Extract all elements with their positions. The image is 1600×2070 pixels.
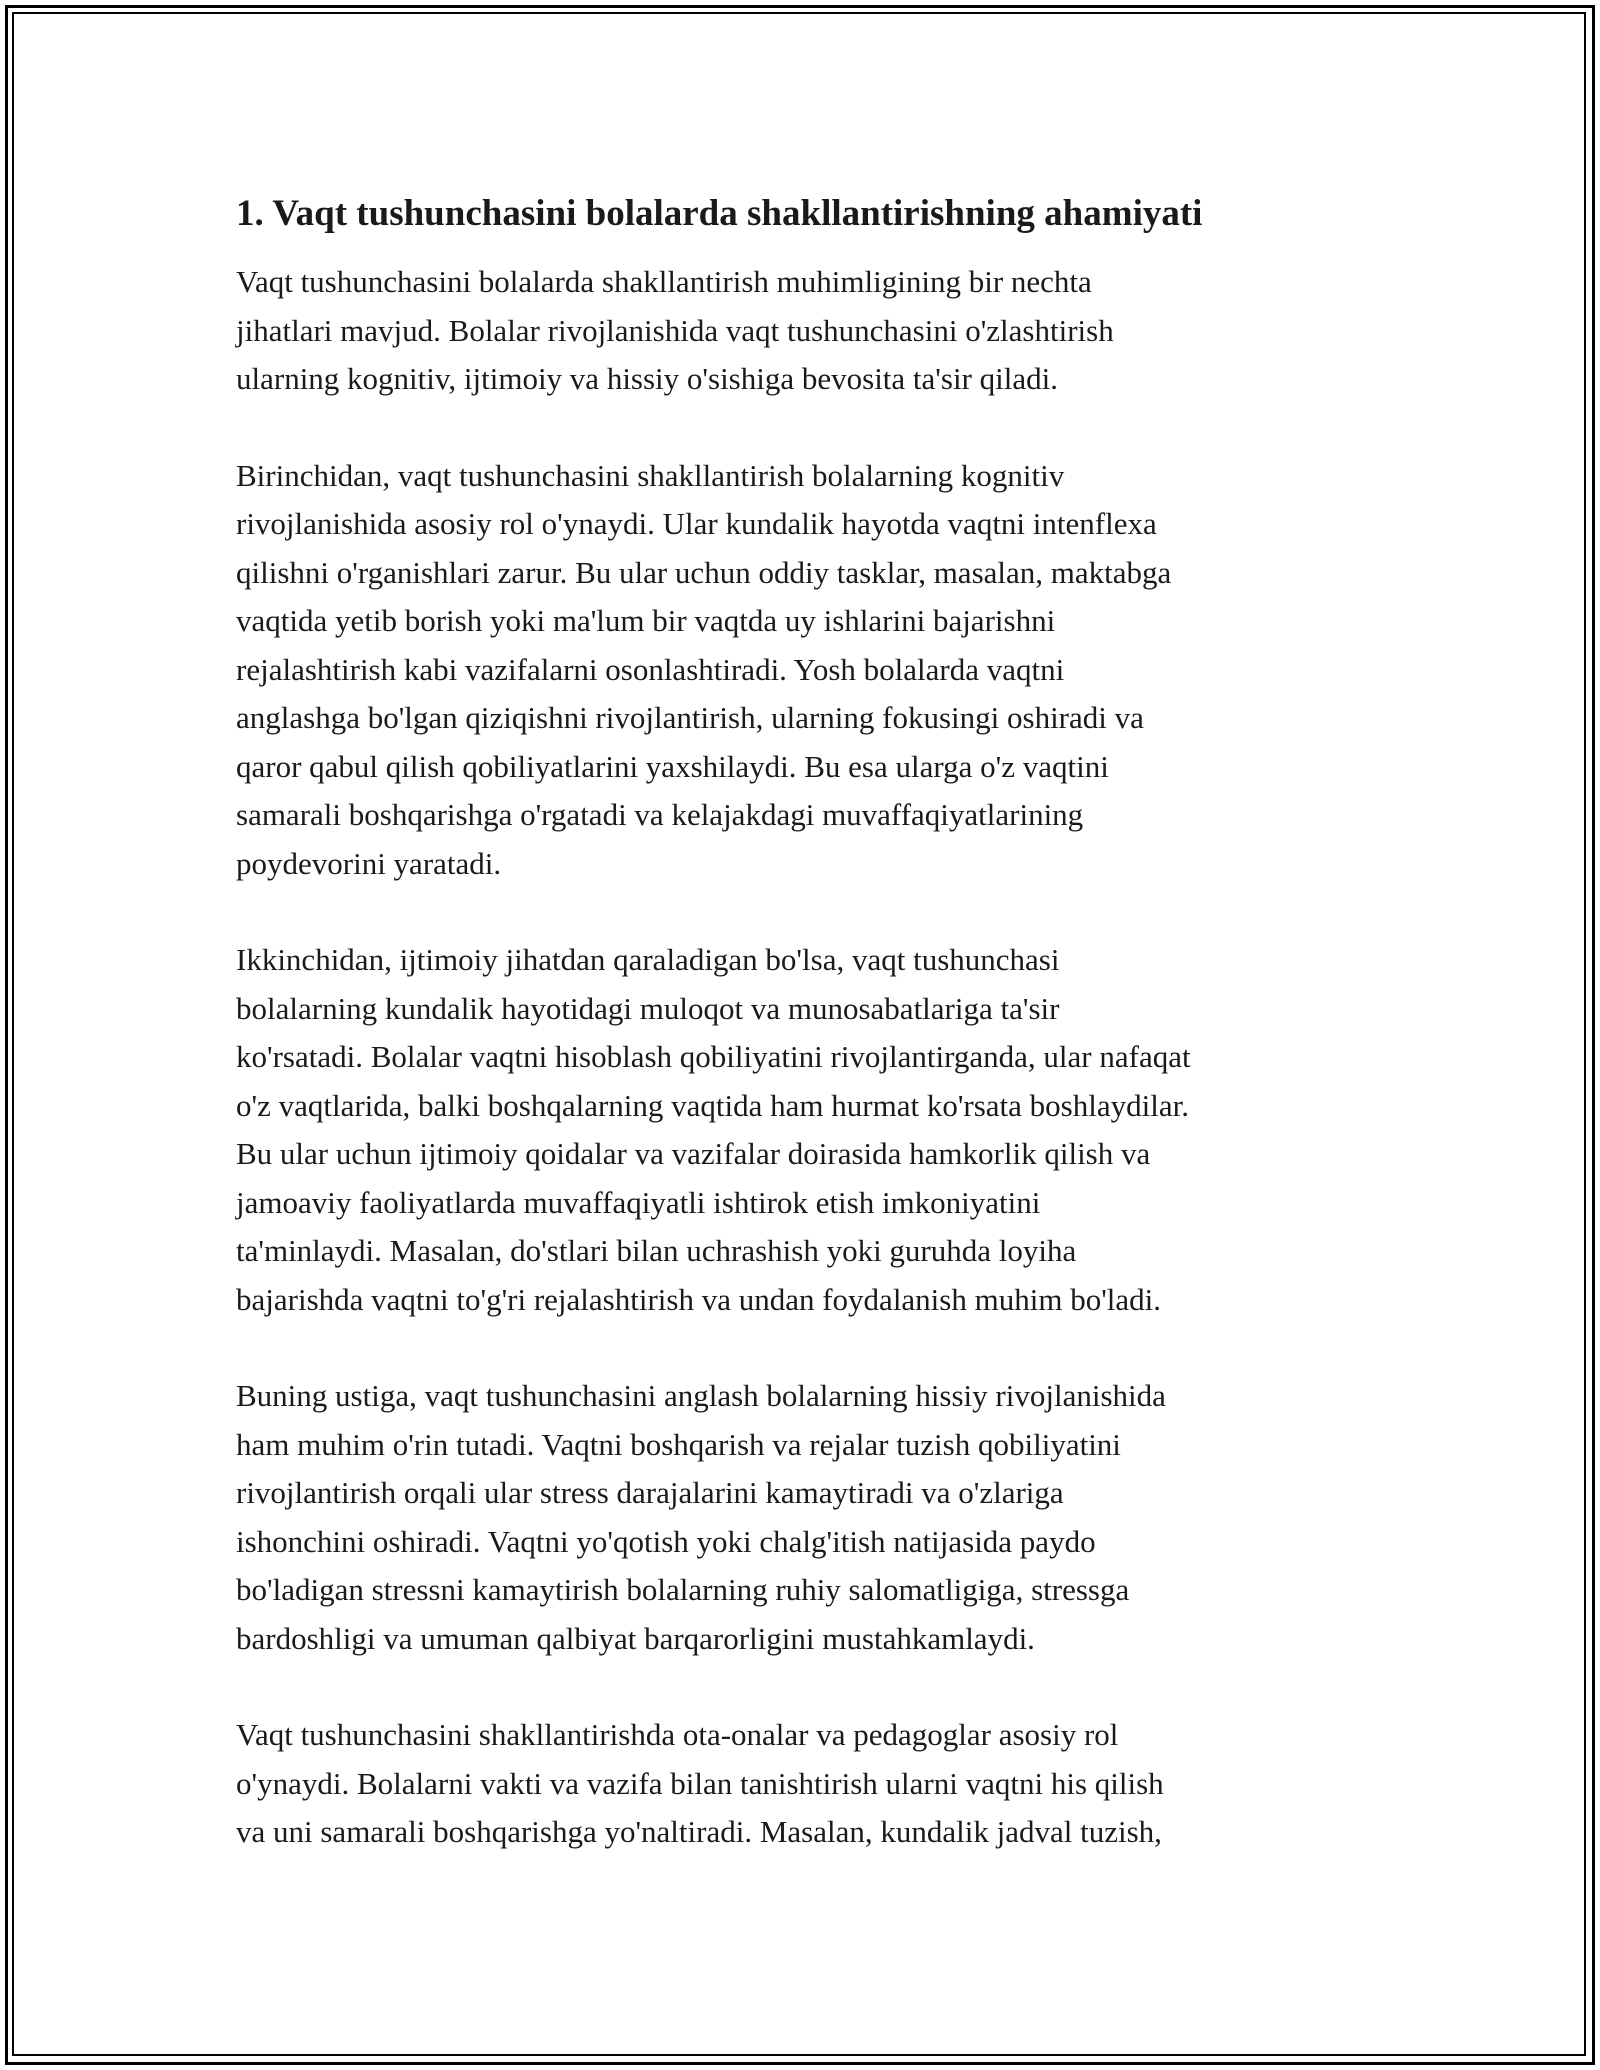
text-line: bolalarning kundalik hayotidagi muloqot va munosabatlariga ta'sir: [236, 990, 1060, 1026]
paragraph-cognitive: [236, 452, 1386, 889]
text-line: Bu ular uchun ijtimoiy qoidalar va vazifalar doirasida hamkorlik qilish va: [236, 1136, 1151, 1171]
text-line: o'z vaqtlarida, balki boshqalarning vaqtida ham hurmat ko'rsata boshlaydilar.: [236, 1087, 1189, 1123]
paragraph-social: [236, 936, 1386, 1324]
text-line: samarali boshqarishga o'rgatadi va kelajakdagi muvaffaqiyatlarining: [236, 797, 1084, 832]
text-line: ham muhim o'rin tutadi. Vaqtni boshqarish va rejalar tuzish qobiliyatini: [236, 1426, 1121, 1462]
text-line: jamoaviy faoliyatlarda muvaffaqiyatli ishtirok etish imkoniyatini: [236, 1184, 1041, 1220]
text-line: rivojlantirish orqali ular stress darajalarini kamaytiradi va o'zlariga: [236, 1475, 1064, 1510]
text-line: poydevorini yaratadi.: [236, 845, 502, 881]
text-line: Birinchidan, vaqt tushunchasini shakllantirish bolalarning kognitiv: [236, 457, 1065, 493]
text-line: bajarishda vaqtni to'g'ri rejalashtirish va undan foydalanish muhim bo'ladi.: [236, 1281, 1162, 1317]
text-line: bardoshligi va umuman qalbiyat barqarorligini mustahkamlaydi.: [236, 1620, 1035, 1656]
text-line: Buning ustiga, vaqt tushunchasini anglash bolalarning hissiy rivojlanishida: [236, 1378, 1166, 1413]
document-body: [236, 188, 1386, 1905]
text-line: rivojlanishida asosiy rol o'ynaydi. Ular kundalik hayotda vaqtni intenflexa: [236, 506, 1157, 541]
paragraph-emotional: [236, 1372, 1386, 1663]
text-line: qilishni o'rganishlari zarur. Bu ular uchun oddiy tasklar, masalan, maktabga: [236, 554, 1172, 590]
text-line: Vaqt tushunchasini bolalarda shakllantirish muhimligining bir nechta: [236, 264, 1092, 299]
text-line: vaqtida yetib borish yoki ma'lum bir vaqtda uy ishlarini bajarishni: [236, 603, 1056, 638]
text-line: anglashga bo'lgan qiziqishni rivojlantirish, ularning fokusingi oshiradi va: [236, 700, 1144, 735]
paragraph-intro: [236, 258, 1386, 404]
text-line: Vaqt tushunchasini shakllantirishda ota-onalar va pedagoglar asosiy rol: [236, 1717, 1119, 1752]
text-line: ularning kognitiv, ijtimoiy va hissiy o'sishiga bevosita ta'sir qiladi.: [236, 361, 1058, 396]
section-heading: 1. Vaqt tushunchasini bolalarda shakllantirishning ahamiyati: [236, 193, 1203, 234]
text-line: va uni samarali boshqarishga yo'naltiradi. Masalan, kundalik jadval tuzish,: [236, 1814, 1162, 1849]
text-line: jihatlari mavjud. Bolalar rivojlanishida vaqt tushunchasini o'zlashtirish: [236, 312, 1114, 348]
text-line: qaror qabul qilish qobiliyatlarini yaxshilaydi. Bu esa ularga o'z vaqtini: [236, 748, 1109, 784]
text-line: Ikkinchidan, ijtimoiy jihatdan qaraladigan bo'lsa, vaqt tushunchasi: [236, 942, 1060, 977]
text-line: o'ynaydi. Bolalarni vakti va vazifa bilan tanishtirish ularni vaqtni his qilish: [236, 1765, 1164, 1801]
paragraph-parents: [236, 1711, 1386, 1857]
text-line: ishonchini oshiradi. Vaqtni yo'qotish yoki chalg'itish natijasida paydo: [236, 1523, 1096, 1559]
text-line: rejalashtirish kabi vazifalarni osonlashtiradi. Yosh bolalarda vaqtni: [236, 651, 1065, 687]
text-line: ta'minlaydi. Masalan, do'stlari bilan uchrashish yoki guruhda loyiha: [236, 1233, 1077, 1268]
text-line: bo'ladigan stressni kamaytirish bolalarning ruhiy salomatligiga, stressga: [236, 1572, 1130, 1607]
text-line: ko'rsatadi. Bolalar vaqtni hisoblash qobiliyatini rivojlantirganda, ular nafaqat: [236, 1039, 1191, 1074]
